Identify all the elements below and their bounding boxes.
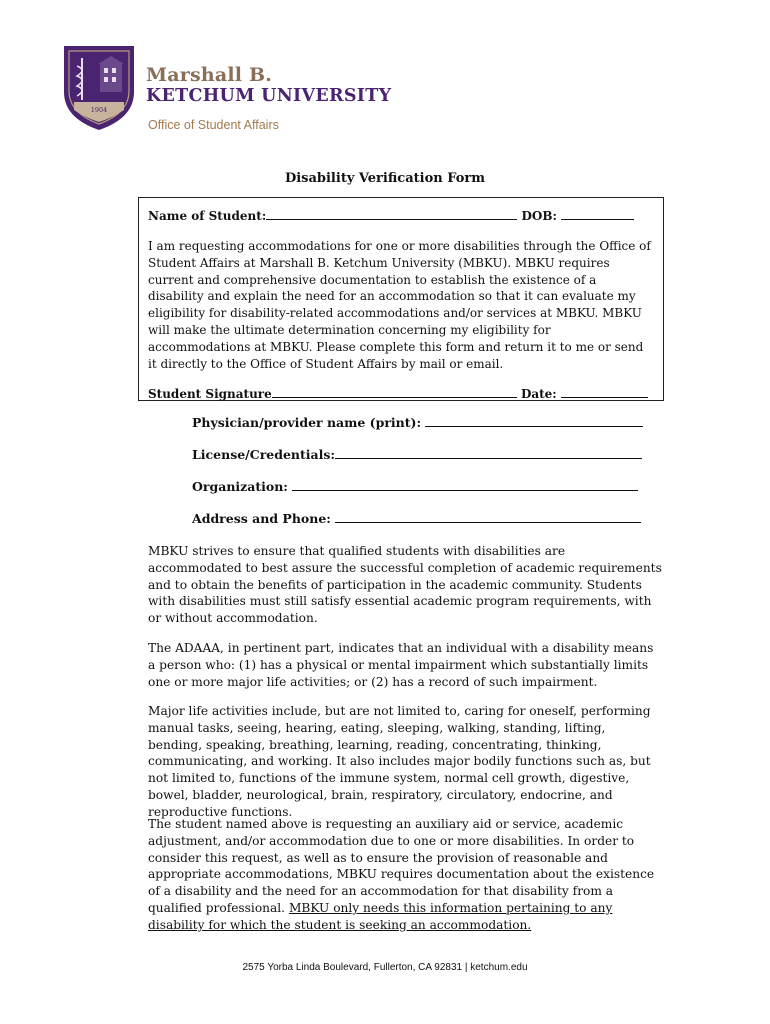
paragraph-request bbox=[148, 816, 662, 934]
date-field[interactable] bbox=[561, 385, 648, 398]
name-of-student-label: Name of Student: bbox=[148, 209, 267, 223]
dob-field[interactable] bbox=[561, 207, 634, 220]
address-phone-row bbox=[192, 510, 641, 526]
organization-label: Organization: bbox=[192, 479, 288, 494]
address-phone-field[interactable] bbox=[335, 510, 641, 523]
shield-year: 1904 bbox=[90, 106, 108, 114]
student-request-box bbox=[138, 197, 664, 401]
paragraph-purpose: MBKU strives to ensure that qualified students with disabilities are accommodated to best assure the successful completion of academic requirements and to obtain the benefits of participation in the academic community. Students with disabilities must still satisfy essential academic program requirements, with or without accommodation. bbox=[148, 544, 662, 626]
footer-address: 2575 Yorba Linda Boulevard, Fullerton, CA 92831 | ketchum.edu bbox=[242, 962, 528, 973]
license-row bbox=[192, 446, 642, 462]
paragraph-adaaa: The ADAAA, in pertinent part, indicates that an individual with a disability means a person who: (1) has a physical or mental impairment which substantially limits one or more major life activities; or (2) has a record of such impairment. bbox=[148, 641, 654, 689]
name-of-student-field[interactable] bbox=[266, 207, 517, 220]
request-paragraph: I am requesting accommodations for one or more disabilities through the Office of Student Affairs at Marshall B. Ketchum University (MBKU). MBKU requires current and comprehensive documentation to establish the existence of a disability and explain the need for an accommodation so that it can evaluate my eligibility for disability-related accommodations and/or services at MBKU. MBKU will make the ultimate determination concerning my eligibility for accommodations at MBKU. Please complete this form and return it to me or send it directly to the Office of Student Affairs by mail or email. bbox=[148, 239, 651, 371]
address-phone-label: Address and Phone: bbox=[192, 511, 331, 526]
dob-label: DOB: bbox=[521, 209, 557, 223]
underlined-statement: MBKU only needs this information pertaining to any disability for which the student is seeking an accommodation. bbox=[148, 900, 613, 932]
student-signature-label: Student Signature bbox=[148, 387, 272, 401]
org-name-line1: Marshall B. bbox=[146, 64, 273, 86]
signature-date-row bbox=[148, 385, 655, 401]
org-name-line2: KETCHUM UNIVERSITY bbox=[146, 86, 392, 106]
student-signature-field[interactable] bbox=[272, 385, 517, 398]
paragraph-life-activities: Major life activities include, but are not limited to, caring for oneself, performing manual tasks, seeing, hearing, eating, sleeping, walking, standing, lifting, bending, speaking, breathing, learning, reading, concentrating, thinking, communicating, and working. It also includes major bodily functions such as, but not limited to, functions of the immune system, normal cell growth, digestive, bowel, bladder, neurological, brain, respiratory, circulatory, endocrine, and reproductive functions. bbox=[148, 704, 651, 819]
form-title: Disability Verification Form bbox=[284, 171, 486, 186]
office-name: Office of Student Affairs bbox=[148, 118, 279, 132]
provider-name-row bbox=[192, 414, 643, 430]
request-statement: The student named above is requesting an auxiliary aid or service, academic adjustment, and/or accommodation due to one or more disabilities. In order to consider this request, as well as to ensure the provision of reasonable and appropriate accommodations, MBKU requires documentation about the existence of a disability and the need for an accommodation for that disability from a qualified professional. bbox=[148, 817, 655, 915]
organization-row bbox=[192, 478, 638, 494]
provider-name-label: Physician/provider name (print): bbox=[192, 415, 422, 430]
provider-name-field[interactable] bbox=[425, 414, 643, 427]
license-field[interactable] bbox=[335, 446, 642, 459]
organization-field[interactable] bbox=[292, 478, 638, 491]
name-dob-row bbox=[148, 207, 655, 223]
university-shield-logo bbox=[60, 40, 138, 132]
license-label: License/Credentials: bbox=[192, 447, 336, 462]
date-label: Date: bbox=[520, 387, 557, 401]
